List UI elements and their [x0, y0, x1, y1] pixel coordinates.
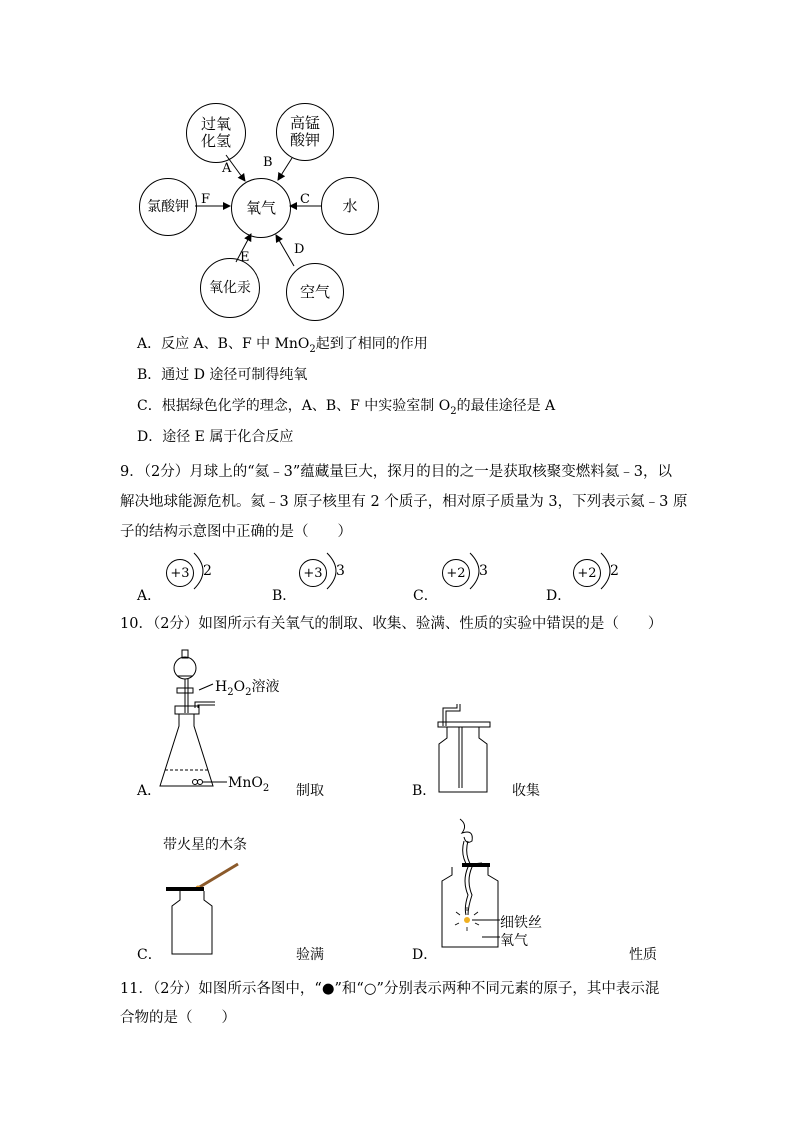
node-air: 空气	[286, 263, 344, 321]
label-e: E	[240, 250, 250, 265]
q9-option-c-electrons: 3	[479, 563, 488, 579]
q9-stem-line2: 解决地球能源危机。氦﹣3 原子核里有 2 个质子，相对原子质量为 3，下列表示氦﹣3 原	[120, 494, 688, 510]
q10-option-b-letter: B．	[412, 783, 437, 799]
q8-option-b[interactable]: B．通过 D 途径可制得纯氧	[137, 367, 308, 383]
node-potassium-permanganate: 高锰 酸钾	[276, 103, 334, 161]
node-oxygen: 氧气	[231, 178, 291, 238]
flask-apparatus-illustration	[155, 638, 275, 798]
q10-option-a-caption: 制取	[296, 783, 324, 799]
q11-stem-line2: 合物的是（ ）	[120, 1010, 236, 1026]
q9-option-d-nucleus: +2	[573, 559, 601, 587]
q9-option-a-electrons: 2	[203, 563, 212, 579]
label-glowing-stick: 带火星的木条	[163, 837, 247, 853]
q9-option-a-nucleus: +3	[166, 559, 194, 587]
label-oxygen-gas: 氧气	[500, 933, 528, 949]
arrow-d	[276, 235, 294, 266]
label-h2o2-solution: $H_2O_2$溶液	[215, 679, 280, 698]
q10-option-d-letter: D．	[412, 947, 438, 963]
node-water: 水	[321, 177, 379, 235]
label-d: D	[294, 242, 305, 257]
q8-option-a[interactable]: A．反应 A、B、F 中 MnO$_2$起到了相同的作用	[137, 336, 428, 355]
q10-option-a-letter: A．	[137, 783, 162, 799]
q11-stem-line1: 11．（2分）如图所示各图中，“●”和“○”分别表示两种不同元素的原子，其中表示混	[120, 981, 660, 997]
arrow-b	[278, 158, 292, 180]
q8-option-d[interactable]: D．途径 E 属于化合反应	[137, 429, 294, 445]
node-hydrogen-peroxide: 过氧 化氢	[186, 103, 246, 163]
q8-option-c[interactable]: C．根据绿色化学的理念，A、B、F 中实验室制 $O_2$的最佳途径是 A	[137, 398, 556, 417]
node-mercury-oxide: 氧化汞	[200, 258, 260, 318]
q10-option-d-caption: 性质	[629, 947, 657, 963]
q9-option-c-nucleus: +2	[442, 559, 470, 587]
node-potassium-chlorate: 氯酸钾	[139, 178, 197, 236]
label-f: F	[201, 192, 211, 207]
q10-option-b-caption: 收集	[512, 783, 540, 799]
q9-option-d-electrons: 2	[610, 563, 619, 579]
label-mno2: MnO$_2$	[228, 775, 270, 794]
q9-option-b-letter: B．	[272, 588, 297, 604]
diagram-arrows	[0, 0, 794, 330]
collection-bottle-illustration	[435, 700, 515, 800]
bottle-with-stick-illustration	[160, 860, 260, 960]
q9-option-b-electrons: 3	[336, 563, 345, 579]
q9-option-c-letter: C．	[413, 588, 438, 604]
q9-option-b-nucleus: +3	[299, 559, 327, 587]
label-a: A	[222, 161, 232, 176]
q10-stem: 10．（2分）如图所示有关氧气的制取、收集、验满、性质的实验中错误的是（ ）	[120, 616, 663, 632]
label-fine-iron-wire: 细铁丝	[500, 915, 542, 931]
q9-stem-line1: 9．（2分）月球上的“氦﹣3”蕴藏量巨大，探月的目的之一是获取核聚变燃料氦﹣3，以	[120, 464, 672, 480]
q9-stem-line3: 子的结构示意图中正确的是（ ）	[120, 524, 352, 540]
q10-option-c-letter: C．	[137, 947, 162, 963]
label-b: B	[263, 155, 273, 170]
label-c: C	[300, 192, 310, 207]
q10-option-c-caption: 验满	[296, 947, 324, 963]
q9-option-d-letter: D．	[546, 588, 572, 604]
q9-option-a-letter: A．	[137, 588, 162, 604]
